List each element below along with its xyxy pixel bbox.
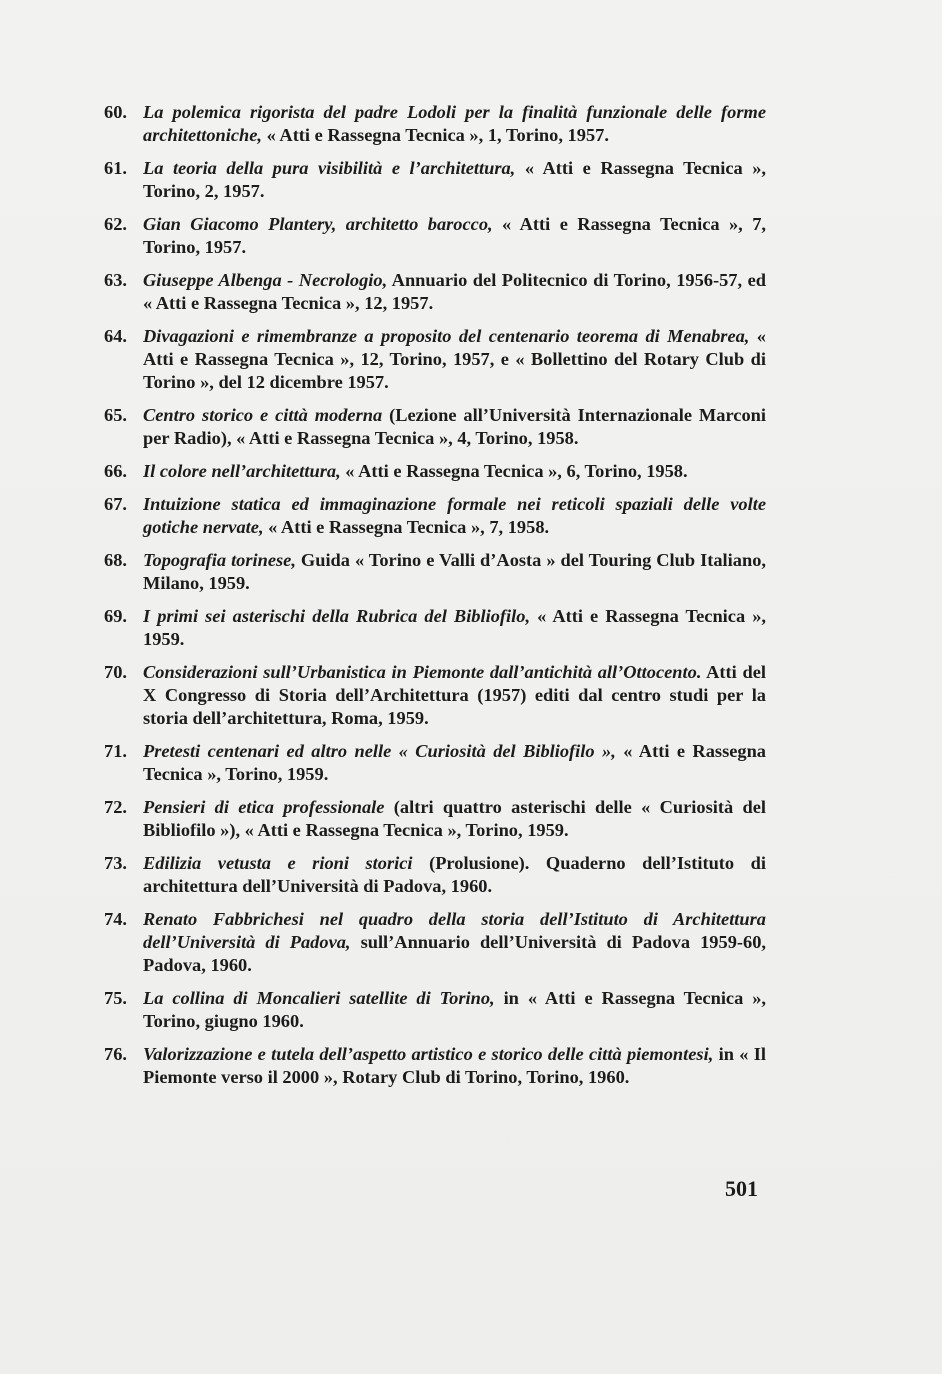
entry-number: 61. — [104, 158, 127, 178]
bibliography-entry — [100, 101, 766, 147]
entry-citation: « Atti e Rassegna Tecnica », 1959. — [143, 606, 766, 649]
entry-citation: sull’Annuario dell’Università di Padova 1959-60, Padova, 1960. — [143, 932, 766, 975]
bibliography-entry — [100, 987, 766, 1033]
entry-citation: « Atti e Rassegna Tecnica », 12, Torino, 1957, e « Bollettino del Rotary Club di Torino », del 12 dicembre 1957. — [143, 326, 767, 392]
bibliography-entry — [100, 325, 766, 394]
entry-title: Considerazioni sull’Urbanistica in Piemonte dall’antichità all’Ottocento. — [143, 662, 702, 682]
entry-number: 71. — [104, 741, 127, 761]
entry-number: 67. — [104, 494, 127, 514]
bibliography-entry — [100, 852, 766, 898]
entry-title: Giuseppe Albenga - Necrologio, — [143, 270, 388, 290]
entry-number: 70. — [104, 662, 127, 682]
bibliography-entry — [100, 460, 766, 483]
bibliography-entry — [100, 796, 766, 842]
entry-number: 64. — [104, 326, 127, 346]
entry-number: 69. — [104, 606, 127, 626]
entry-title: Pretesti centenari ed altro nelle « Curiosità del Bibliofilo », — [143, 741, 616, 761]
entry-number: 76. — [104, 1044, 127, 1064]
bibliography-entry — [100, 605, 766, 651]
entry-title: Intuizione statica ed immaginazione formale nei reticoli spaziali delle volte gotiche nervate, — [143, 494, 766, 537]
entry-title: Edilizia vetusta e rioni storici — [143, 853, 413, 873]
bibliography-entry — [100, 661, 766, 730]
entry-number: 60. — [104, 102, 127, 122]
page-number: 501 — [725, 1176, 758, 1201]
entry-title: Valorizzazione e tutela dell’aspetto artistico e storico delle città piemontesi, — [143, 1044, 714, 1064]
bibliography-entry — [100, 157, 766, 203]
entry-citation: in « Atti e Rassegna Tecnica », Torino, giugno 1960. — [143, 988, 766, 1031]
bibliography-entry — [100, 549, 766, 595]
entry-citation: (Lezione all’Università Internazionale Marconi per Radio), « Atti e Rassegna Tecnica », 4, Torino, 1958. — [143, 405, 766, 448]
entry-citation: « Atti e Rassegna Tecnica », 1, Torino, 1957. — [262, 125, 609, 145]
entry-citation: Atti del X Congresso di Storia dell’Architettura (1957) editi dal centro studi per la storia dell’architettura, Roma, 1959. — [143, 662, 766, 728]
entry-citation: « Atti e Rassegna Tecnica », 7, Torino, 1957. — [143, 214, 766, 257]
entry-citation: « Atti e Rassegna Tecnica », 7, 1958. — [263, 517, 550, 537]
bibliography-list — [100, 101, 766, 1099]
entry-number: 66. — [104, 461, 127, 481]
entry-number: 65. — [104, 405, 127, 425]
bibliography-entry — [100, 740, 766, 786]
entry-number: 75. — [104, 988, 127, 1008]
entry-citation: « Atti e Rassegna Tecnica », 6, Torino, 1958. — [340, 461, 688, 481]
entry-title: Divagazioni e rimembranze a proposito del centenario teorema di Menabrea, — [143, 326, 750, 346]
bibliography-entry — [100, 1043, 766, 1089]
entry-title: I primi sei asterischi della Rubrica del Bibliofilo, — [143, 606, 531, 626]
bibliography-entry — [100, 213, 766, 259]
entry-number: 73. — [104, 853, 127, 873]
entry-number: 63. — [104, 270, 127, 290]
entry-title: Il colore nell’architettura, — [143, 461, 341, 481]
entry-citation: Annuario del Politecnico di Torino, 1956-57, ed « Atti e Rassegna Tecnica », 12, 1957. — [143, 270, 766, 313]
entry-citation: (altri quattro asterischi delle « Curiosità del Bibliofilo »), « Atti e Rassegna Tecnica », Torino, 1959. — [143, 797, 766, 840]
entry-title: Centro storico e città moderna — [143, 405, 383, 425]
entry-number: 68. — [104, 550, 127, 570]
entry-citation: Guida « Torino e Valli d’Aosta » del Touring Club Italiano, Milano, 1959. — [143, 550, 766, 593]
entry-title: La collina di Moncalieri satellite di Torino, — [143, 988, 495, 1008]
entry-citation: (Prolusione). Quaderno dell’Istituto di architettura dell’Università di Padova, 1960. — [143, 853, 767, 896]
entry-citation: « Atti e Rassegna Tecnica », Torino, 1959. — [143, 741, 767, 784]
entry-citation: in « Il Piemonte verso il 2000 », Rotary Club di Torino, Torino, 1960. — [143, 1044, 767, 1087]
entry-number: 74. — [104, 909, 127, 929]
entry-title: La teoria della pura visibilità e l’architettura, — [143, 158, 516, 178]
bibliography-entry — [100, 269, 766, 315]
bibliography-entry — [100, 908, 766, 977]
entry-title: Topografia torinese, — [143, 550, 296, 570]
entry-title: Gian Giacomo Plantery, architetto barocco, — [143, 214, 493, 234]
entry-title: Renato Fabbrichesi nel quadro della storia dell’Istituto di Architettura dell’Università di Padova, — [143, 909, 766, 952]
entry-title: Pensieri di etica professionale — [143, 797, 385, 817]
entry-number: 62. — [104, 214, 127, 234]
bibliography-entry — [100, 404, 766, 450]
bibliography-entry — [100, 493, 766, 539]
entry-number: 72. — [104, 797, 127, 817]
entry-title: La polemica rigorista del padre Lodoli per la finalità funzionale delle forme architettoniche, — [143, 102, 766, 145]
entry-citation: « Atti e Rassegna Tecnica », Torino, 2, 1957. — [143, 158, 767, 201]
